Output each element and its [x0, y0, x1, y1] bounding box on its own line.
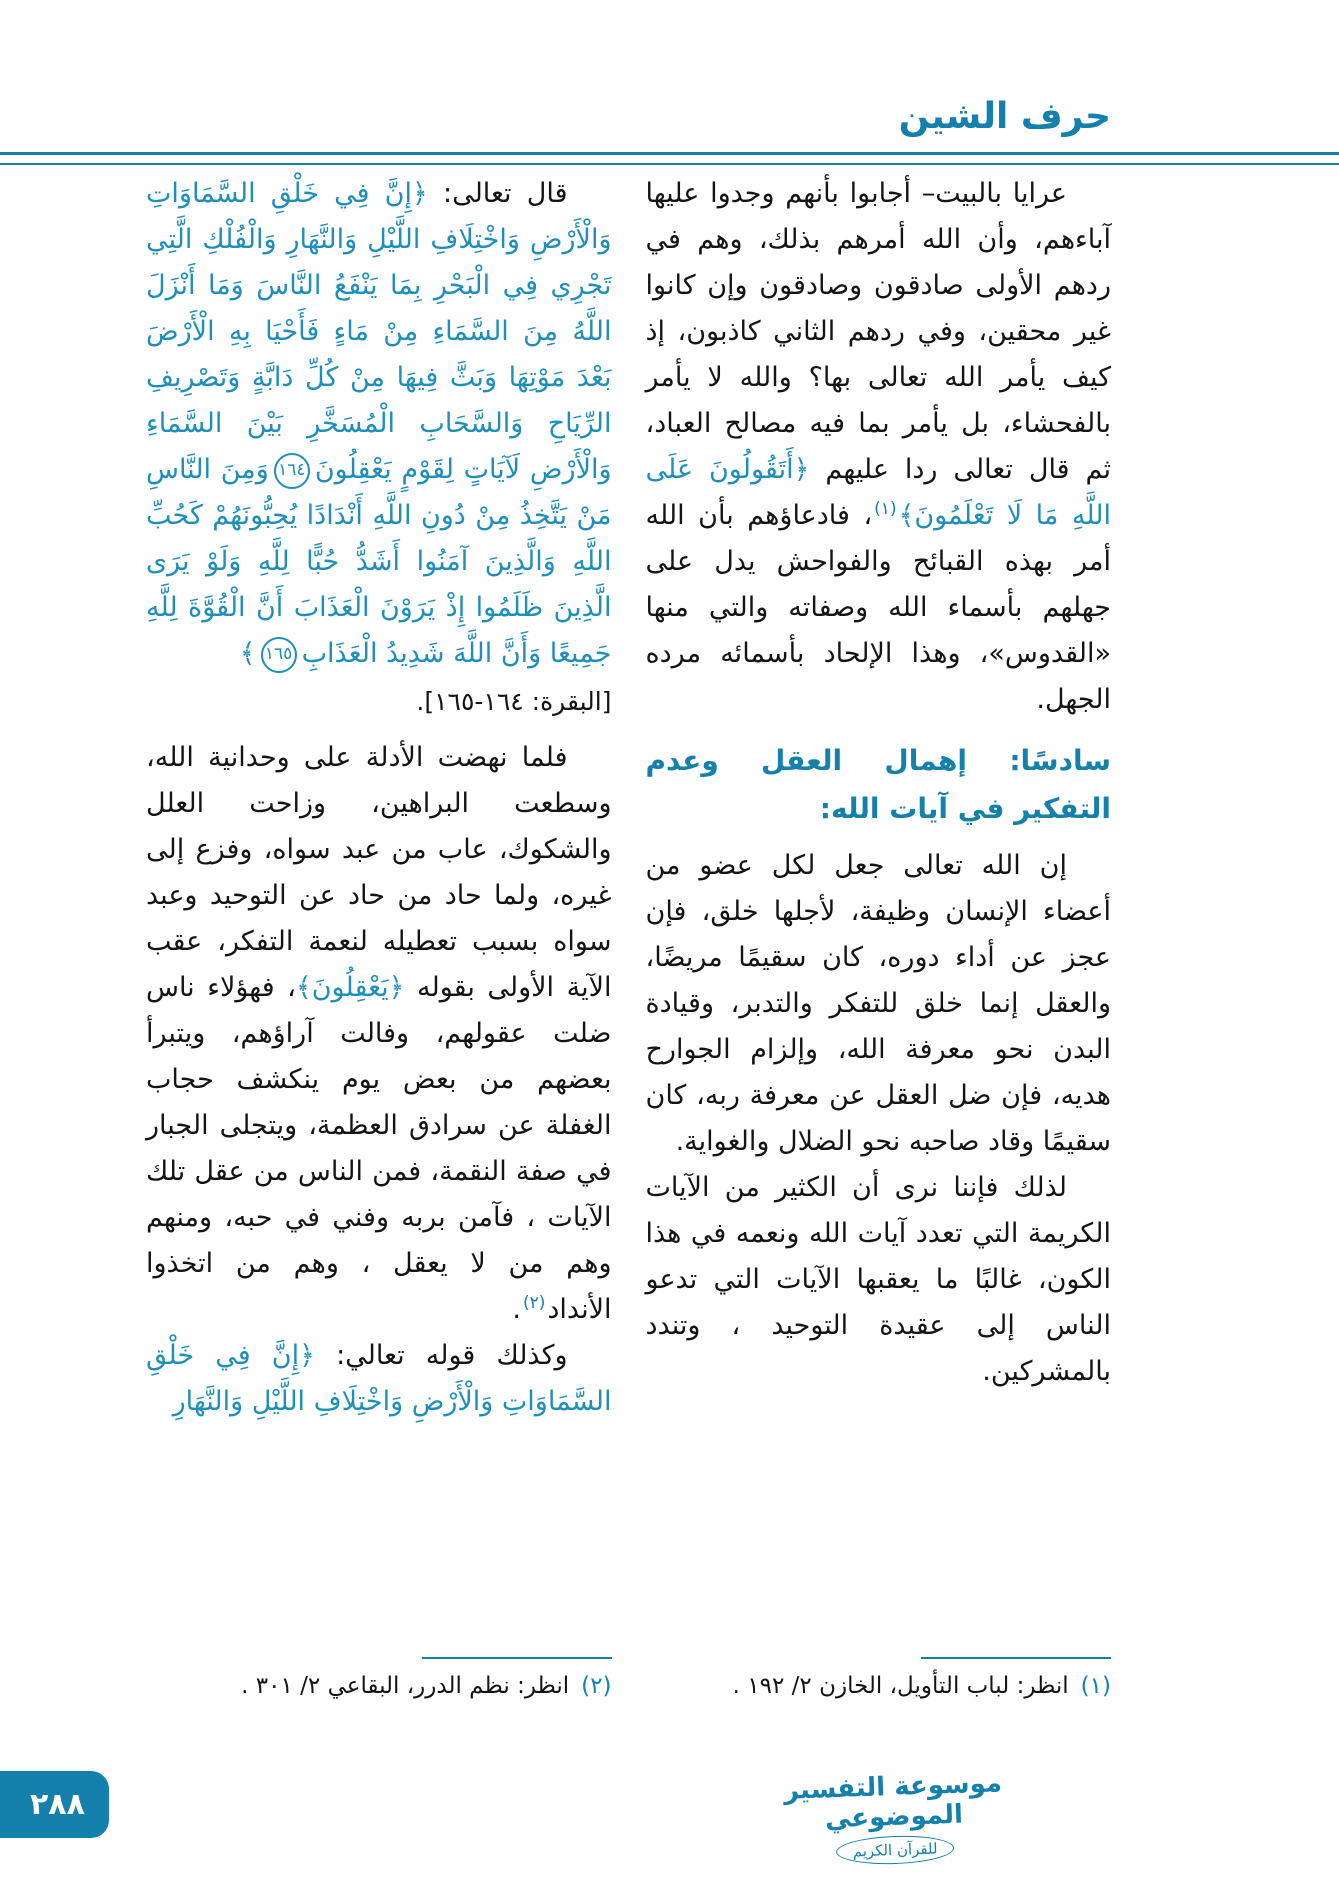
- footnote-ref-1: (١): [874, 499, 897, 519]
- left-column: [146, 171, 612, 1425]
- right-column: [646, 171, 1112, 1395]
- footnote-ref-2: (٢): [522, 1293, 546, 1313]
- page-number-badge: ٢٨٨: [0, 1771, 109, 1838]
- quran-verse-165: وَمِنَ النَّاسِ مَنْ يَتَّخِذُ مِنْ دُونِ اللَّهِ أَنْدَادًا يُحِبُّونَهُمْ كَحُبِّ اللَّهِ وَالَّذِينَ آمَنُوا أَشَدُّ حُبًّا لِلَّهِ وَلَوْ يَرَى الَّذِينَ ظَلَمُوا إِذْ يَرَوْنَ الْعَذَابَ أَنَّ الْقُوَّةَ لِلَّهِ جَمِيعًا وَأَنَّ اللَّهَ شَدِيدُ الْعَذَابِ: [146, 454, 612, 669]
- paragraph-right-1: [646, 171, 1112, 723]
- body-text: وكذلك قوله تعالي:: [314, 1340, 568, 1371]
- quran-quote-partial: ﴿إِنَّ فِي خَلْقِ السَّمَاوَاتِ وَالْأَرْضِ وَاخْتِلَافِ اللَّيْلِ وَالنَّهَارِ: [146, 1340, 612, 1417]
- footnote-1-number: (١): [1080, 1673, 1111, 1699]
- body-text: ، فهؤلاء ناس ضلت عقولهم، وفالت آراؤهم، ويتبرأ بعضهم من بعض يوم ينكشف حجاب الغفلة عن سرادق العظمة، ويتجلى الجبار في صفة النقمة، فمن الناس من عقل تلك الآيات ، فآمن بربه وفني في حبه، ومنهم وهم من لا يعقل ، وهم من اتخذوا الأنداد: [146, 972, 612, 1325]
- footnote-2-text: انظر: نظم الدرر، البقاعي ٢/ ٣٠١ .: [241, 1673, 570, 1699]
- paragraph-left-1: [146, 735, 612, 1333]
- quran-intro: قال تعالى:: [427, 178, 568, 209]
- section-heading-sixth: سادسًا: إهمال العقل وعدم التفكير في آيات الله:: [645, 744, 1111, 825]
- body-text: ، فادعاؤهم بأن الله أمر بهذه القبائح والفواحش يدل على جهلهم بأسماء الله وصفاته والتي منها «القدوس»، وهذا الإلحاد بأسمائه مرده الجهل.: [645, 500, 1111, 715]
- chapter-header: حرف الشين: [898, 96, 1111, 137]
- seal-title: موسوعة التفسير الموضوعي: [783, 1768, 1003, 1835]
- footnote-1: [646, 1657, 1112, 1703]
- paragraph-left-2: [146, 1333, 612, 1425]
- seal-subtitle: للقرآن الكريم: [835, 1834, 955, 1866]
- header-rule-top: [0, 152, 1339, 155]
- footnote-2-number: (٢): [581, 1673, 612, 1699]
- body-text: فلما نهضت الأدلة على وحدانية الله، وسطعت البراهين، وزاحت العلل والشكوك، عاب من عبد سواه، وفزع إلى غيره، ولما حاد من حاد عن التوحيد وعبد سواه بسبب تعطيله لنعمة التفكر، عقب الآية الأولى بقوله: [146, 742, 612, 1003]
- header-rule-bottom: [0, 163, 1339, 165]
- footnote-separator: [921, 1657, 1111, 1659]
- ayah-number-165: ١٦٥: [261, 637, 297, 673]
- paragraph-right-2: إن الله تعالى جعل لكل عضو من أعضاء الإنسان وظيفة، لأجلها خلق، فإن عجز عن أداء دوره، كان سقيمًا مريضًا، والعقل إنما خلق للتفكر والتدبر، وقيادة البدن نحو معرفة الله، وإلزام الجوارح هديه، فإن ضل العقل عن معرفة ربه، كان سقيمًا وقاد صاحبه نحو الضلال والغواية.: [645, 850, 1111, 1157]
- body-text: .: [512, 1294, 521, 1325]
- verse-citation: [البقرة: ١٦٤-١٦٥].: [416, 687, 612, 716]
- publisher-seal-logo: [777, 1768, 1010, 1868]
- footnote-separator: [422, 1657, 612, 1659]
- quran-quote-inline: ﴿يَعْقِلُونَ﴾: [295, 972, 405, 1003]
- footnote-2: [146, 1657, 612, 1703]
- footnotes-area: [146, 1657, 1111, 1703]
- paragraph-right-3: لذلك فإننا نرى أن الكثير من الآيات الكريمة التي تعدد آيات الله ونعمه في هذا الكون، غالبًا ما يعقبها الآيات التي تدعو الناس إلى عقيدة التوحيد ، وتندد بالمشركين.: [645, 1172, 1111, 1387]
- quran-closing-bracket: ﴾: [239, 638, 256, 669]
- quran-verse-164: ﴿إِنَّ فِي خَلْقِ السَّمَاوَاتِ وَالْأَرْضِ وَاخْتِلَافِ اللَّيْلِ وَالنَّهَارِ وَالْفُلْكِ الَّتِي تَجْرِي فِي الْبَحْرِ بِمَا يَنْفَعُ النَّاسَ وَمَا أَنْزَلَ اللَّهُ مِنَ السَّمَاءِ مِنْ مَاءٍ فَأَحْيَا بِهِ الْأَرْضَ بَعْدَ مَوْتِهَا وَبَثَّ فِيهَا مِنْ كُلِّ دَابَّةٍ وَتَصْرِيفِ الرِّيَاحِ وَالسَّحَابِ الْمُسَخَّرِ بَيْنَ السَّمَاءِ وَالْأَرْضِ لَآيَاتٍ لِقَوْمٍ يَعْقِلُونَ: [146, 178, 612, 485]
- two-column-body: [146, 171, 1111, 1631]
- body-text: عرايا بالبيت– أجابوا بأنهم وجدوا عليها آباءهم، وأن الله أمرهم بذلك، وهم في ردهم الأولى صادقون وصادقون وإن كانوا غير محقين، وفي ردهم الثاني كاذبون، إذ كيف يأمر الله تعالى بها؟ والله لا يأمر بالفحشاء، بل يأمر بما فيه مصالح العباد، ثم قال تعالى ردا عليهم: [645, 178, 1111, 485]
- quran-quote-inline: ﴿أَتَقُولُونَ عَلَى اللَّهِ مَا لَا تَعْلَمُونَ﴾: [645, 454, 1111, 531]
- ayah-number-164: ١٦٤: [274, 453, 310, 489]
- quran-block-baqarah: [146, 171, 612, 677]
- footnote-1-text: انظر: لباب التأويل، الخازن ٢/ ١٩٢ .: [732, 1673, 1069, 1699]
